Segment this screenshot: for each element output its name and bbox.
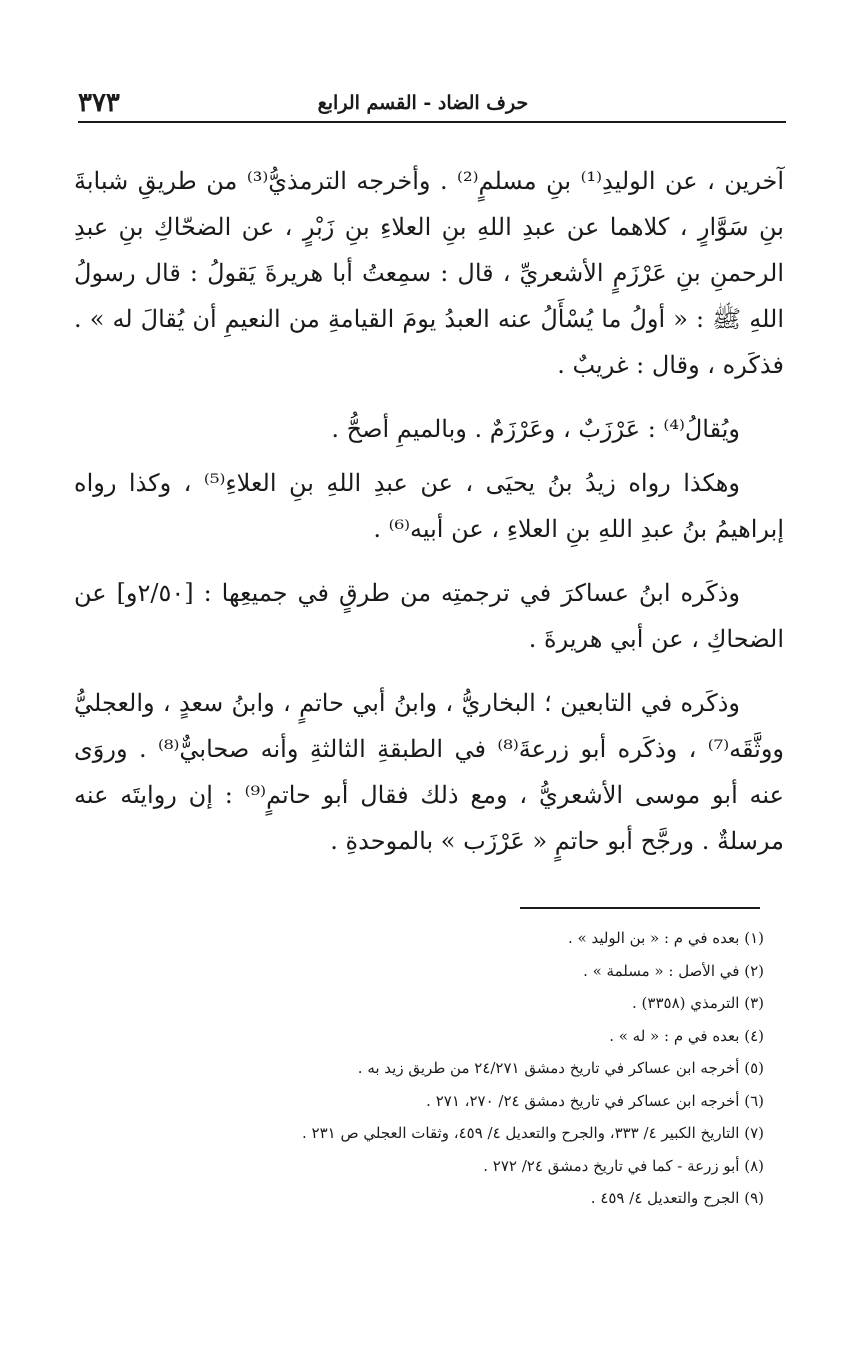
footnote-1: (١) بعده في م : « بن الوليد » . <box>567 929 764 947</box>
footnote-5: (٥) أخرجه ابن عساكر في تاريخ دمشق ٢٤/٢٧١ من طريق زيد به . <box>357 1059 764 1077</box>
running-header <box>78 86 786 120</box>
main-text <box>74 158 784 882</box>
paragraph-4: وذكَره ابنُ عساكرَ في ترجمتِه من طرقٍ في جميعِها : [٢/٥٠و] عن الضحاكِ ، عن أبي هريرةَ . <box>74 579 784 653</box>
footnote-9: (٩) الجرح والتعديل ٤/ ٤٥٩ . <box>590 1189 764 1207</box>
footnote-2: (٢) في الأصل : « مسلمة » . <box>583 961 764 980</box>
page-number: ٣٧٣ <box>78 88 120 118</box>
footnote-4: (٤) بعده في م : « له » . <box>609 1026 764 1045</box>
running-title: حرف الضاد - القسم الرابع <box>317 92 529 114</box>
paragraph-1: آخرين ، عن الوليدِ⁽¹⁾ بنِ مسلمٍ⁽²⁾ . وأخرجه الترمذيُّ⁽³⁾ من طريقِ شبابةَ بنِ سَوَّارٍ ، كلاهما عن عبدِ اللهِ بنِ العلاءِ بنِ زَبْرٍ ، عن الضحّاكِ بنِ عبدِ الرحمنِ بنِ عَرْزَمٍ الأشعريِّ ، قال : سمِعتُ أبا هريرةَ يَقولُ : قال رسولُ اللهِ ﷺ : « أولُ ما يُسْأَلُ عنه العبدُ يومَ القيامةِ من النعيمِ أن يُقالَ له » . فذكَره ، وقال : غريبٌ . <box>74 167 785 379</box>
footnote-3: (٣) الترمذي (٣٣٥٨) . <box>632 994 764 1012</box>
footnotes <box>120 922 764 1215</box>
footnote-rule <box>520 907 760 909</box>
footnote-6: (٦) أخرجه ابن عساكر في تاريخ دمشق ٢٤/ ٢٧٠، ٢٧١ . <box>426 1091 764 1110</box>
footnote-7: (٧) التاريخ الكبير ٤/ ٣٣٣، والجرح والتعديل ٤/ ٤٥٩، وثقات العجلي ص ٢٣١ . <box>301 1124 764 1142</box>
footnote-8: (٨) أبو زرعة - كما في تاريخ دمشق ٢٤/ ٢٧٢ . <box>483 1156 764 1175</box>
paragraph-3: وهكذا رواه زيدُ بنُ يحيَى ، عن عبدِ اللهِ بنِ العلاءِ⁽⁵⁾ ، وكذا رواه إبراهيمُ بنُ عبدِ اللهِ بنِ العلاءِ ، عن أبيه⁽⁶⁾ . <box>74 469 784 543</box>
paragraph-5: وذكَره في التابعين ؛ البخاريُّ ، وابنُ أبي حاتمٍ ، وابنُ سعدٍ ، والعجليُّ ووثَّقَه⁽⁷⁾ ، وذكَره أبو زرعةَ⁽⁸⁾ في الطبقةِ الثالثةِ وأنه صحابيٌّ⁽⁸⁾ . وروَى عنه أبو موسى الأشعريُّ ، ومع ذلك فقال أبو حاتمٍ⁽⁹⁾ : إن روايتَه عنه مرسلةٌ . ورجَّح أبو حاتمٍ « عَرْزَب » بالموحدةِ . <box>74 689 784 855</box>
paragraph-2: ويُقالُ⁽⁴⁾ : عَرْزَبٌ ، وعَرْزَمٌ . وبالميمِ أصحُّ . <box>331 415 740 443</box>
header-rule <box>78 121 786 123</box>
